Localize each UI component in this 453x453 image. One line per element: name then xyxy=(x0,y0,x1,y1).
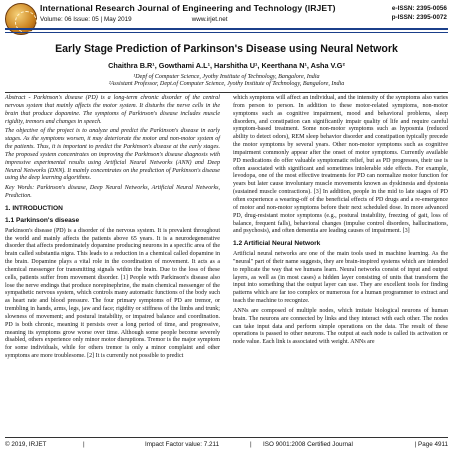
intro-paragraph: Parkinson's disease (PD) is a disorder of the nervous system. It is prevalent throughout the world and mainly affects the patients above 65 years. It is a neurodegenerative disorder that affects predominately dopamine producing neurons in a specific area of the brain called substantia nigra. This leads to a reduction in a chemical called dopamine in the brain. Dopamine plays a vital role in the coordination of movement. It acts as a chemical messenger for transmitting signals within the brain. Due to the loss of these cells, patients suffer from movement disorder. [1] People with Parkinson's disease also lose the nerve endings that produce norepinephrine, the main chemical messenger of the sympathetic nervous system, which controls many automatic functions of the body such as heart rate and blood pressure. The four primary symptoms of PD are tremor, or trembling in hands, arms, legs, jaw and face; rigidity or stiffness of the limbs and trunk; slowness of movement; and postural instability, or impaired balance and coordination. PD is both chronic, meaning it persists over a long period of time, and progressive, meaning its symptoms grow worse over time. Although some people become severely disabled, others experience only minor motor disruptions. Tremor is the major symptom for some individuals, while for others tremor is only a minor complaint and other symptoms are more troublesome. [2] It is currently not possible to predict xyxy=(5,227,220,360)
footer-separator: | xyxy=(250,441,252,448)
keywords: Key Words: Parkinson's disease, Deep Neural Networks, Artificial Neural Networks, Prediction. xyxy=(5,185,220,200)
page-footer xyxy=(5,437,448,450)
abstract: Abstract - Parkinson's disease (PD) is a long-term chronic disorder of the central nervous system that mainly affects the motor system. It disturbs the nerve cells in the brain that produce dopamine. The symptoms of Parkinson's disease includes muscle rigidity, tremors and changes in speech. xyxy=(5,95,220,125)
journal-header xyxy=(0,0,453,38)
subsection-heading-parkinsons: 1.1 Parkinson's disease xyxy=(5,216,80,224)
paper-authors: Chaithra B.R¹, Gowthami A.L¹, Harshitha U¹, Keerthana N¹, Asha V.G² xyxy=(108,61,345,70)
journal-logo-icon xyxy=(5,3,37,35)
ann-paragraph-2: ANNs are composed of multiple nodes, which imitate biological neurons of human brain. The neurons are connected by links and they interact with each other. The nodes can take input data and perform simple operations on the data. The result of these operations is passed to other neurons. The output at each node is called its activation or node value. Each link is associated with weight. ANNs are xyxy=(233,307,448,346)
affiliation-1: ¹Depf of Computer Science, Jyothy Institute of Technology, Bangalore, India xyxy=(133,74,320,80)
footer-separator: | xyxy=(83,441,85,448)
title-rule xyxy=(5,92,448,93)
p-issn: p-ISSN: 2395-0072 xyxy=(391,14,447,21)
paper-title: Early Stage Prediction of Parkinson's Disease using Neural Network xyxy=(55,43,398,55)
right-column xyxy=(233,95,448,349)
footer-iso: ISO 9001:2008 Certified Journal xyxy=(263,441,353,448)
symptoms-paragraph: which symptoms will affect an individual, and the intensity of the symptoms also varies from person to person. In addition to these motor-related symptoms, non-motor symptoms such as cognitive impairment, mood and behavioral problems, sleep disorders, and constipation can significantly impair quality of life and require careful symptom-based treatment. Some non-motor symptoms such as hyposmia (reduced ability to detect odors), REM sleep behavior disorder and constipation typically precede the motor symptoms by several years. Other non-motor symptoms such as cognitive impairment commonly appear after the onset of motor symptoms. Currently available PD medications do offer valuable symptomatic relief, but as PD progresses, their use is often associated with significant and sometimes intolerable side effects. For example, levodopa, one of the most effective treatments for PD can normalize motor function for years but later cause involuntary muscle movements known as dyskinesia and dystonia (sustained muscle contractions). [3] In addition, people in the mid to late stages of PD often experience a wearing-off of the beneficial effects of PD drugs and a re-emergence of motor and non-motor symptoms before their next scheduled dose. In more advanced PD, drug-resistant motor symptoms (e.g., postural instability, freezing of gait, loss of balance, frequent falls), behavioral changes (impulse control disorders, hallucinations, and psychosis), and often dementia are leading causes of impairment. [3] xyxy=(233,95,448,235)
volume-issue: Volume: 06 Issue: 05 | May 2019 xyxy=(40,16,132,23)
header-rule xyxy=(5,28,448,30)
e-issn: e-ISSN: 2395-0056 xyxy=(391,5,447,12)
ann-paragraph-1: Artificial neural networks are one of the main tools used in machine learning. As the "neural" part of their name suggests, they are brain-inspired systems which are intended to replicate the way that we humans learn. Neural networks consist of input and output layers, as well as (in most cases) a hidden layer consisting of units that transform the input into something that the output layer can use. They are excellent tools for finding patterns which are far too complex or numerous for a human programmer to extract and teach the machine to recognize. xyxy=(233,251,448,305)
journal-name: International Research Journal of Engineering and Technology (IRJET) xyxy=(40,3,336,13)
left-column xyxy=(5,95,220,363)
section-heading-introduction: 1. INTRODUCTION xyxy=(5,204,63,212)
journal-website[interactable]: www.irjet.net xyxy=(191,16,228,23)
subsection-heading-ann: 1.2 Artificial Neural Network xyxy=(233,240,321,248)
affiliation-2: ²Assistant Professor, Dept.of Computer Science, Jyothy Institute of Technology, Bangalore, India xyxy=(108,81,345,87)
footer-page-number: | Page 4911 xyxy=(414,441,448,448)
issn-block xyxy=(392,4,447,22)
header-rule-thin xyxy=(5,32,448,33)
footer-copyright: © 2019, IRJET xyxy=(5,441,47,448)
footer-impact-factor: Impact Factor value: 7.211 xyxy=(145,441,220,448)
abstract-objective: The objective of the project is to analyze and predict the Parkinson's disease in early stages. As the symptoms worsen, it may deteriorate the motor and non-motor system of the patients. Thus, it is important to predict the Parkinson's disease at the early stages. The proposed system concentrates on improving the Parkinson's disease diagnosis with impressive experimental results using Artificial Neural Networks (ANN) and Deep Neural Networks (DNN). It mainly concentrates on the prediction of Parkinson's disease using the deep learning algorithms. xyxy=(5,128,220,182)
journal-subrow xyxy=(40,16,440,23)
